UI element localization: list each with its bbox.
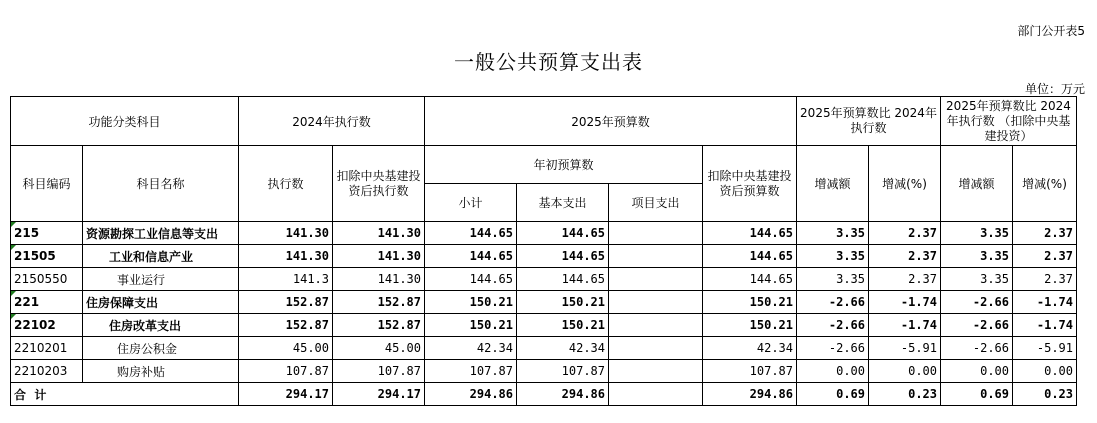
total-exec: 294.17 [239, 383, 333, 406]
header-name: 科目名称 [83, 146, 239, 222]
table-row [11, 268, 1077, 291]
header-change-amt: 增减额 [797, 146, 869, 222]
table-row [11, 291, 1077, 314]
row-subtotal: 144.65 [425, 222, 517, 245]
header-initial-budget: 年初预算数 [425, 146, 703, 184]
header-func-class: 功能分类科目 [11, 97, 239, 146]
row-code-text: 2210203 [14, 364, 68, 378]
row-pct: 2.37 [869, 268, 941, 291]
row-chg: 3.35 [797, 268, 869, 291]
table-row [11, 360, 1077, 383]
row-name: 资源勘探工业信息等支出 [83, 222, 239, 245]
form-number: 部门公开表5 [1017, 24, 1085, 38]
table-row [11, 337, 1077, 360]
row-name: 事业运行 [83, 268, 239, 291]
row-exec: 152.87 [239, 314, 333, 337]
row-subtotal: 42.34 [425, 337, 517, 360]
row-code-text: 221 [14, 295, 40, 309]
row-budget-ex: 150.21 [703, 291, 797, 314]
row-pct2: -5.91 [1013, 337, 1077, 360]
row-subtotal: 107.87 [425, 360, 517, 383]
row-code [11, 314, 83, 337]
row-basic: 107.87 [517, 360, 609, 383]
row-pct: 2.37 [869, 222, 941, 245]
row-chg2: 0.00 [941, 360, 1013, 383]
total-exec-ex: 294.17 [333, 383, 425, 406]
total-subtotal: 294.86 [425, 383, 517, 406]
row-exec-ex: 45.00 [333, 337, 425, 360]
total-basic: 294.86 [517, 383, 609, 406]
row-subtotal: 150.21 [425, 291, 517, 314]
table-row [11, 245, 1077, 268]
row-basic: 144.65 [517, 268, 609, 291]
row-project [609, 245, 703, 268]
row-budget-ex: 42.34 [703, 337, 797, 360]
total-chg2: 0.69 [941, 383, 1013, 406]
row-name: 住房公积金 [83, 337, 239, 360]
row-chg2: -2.66 [941, 291, 1013, 314]
row-name: 购房补贴 [83, 360, 239, 383]
row-pct2: 2.37 [1013, 222, 1077, 245]
row-code [11, 222, 83, 245]
row-project [609, 291, 703, 314]
total-budget-ex: 294.86 [703, 383, 797, 406]
row-exec-ex: 152.87 [333, 314, 425, 337]
header-budget-ex: 扣除中央基建投资后预算数 [703, 146, 797, 222]
row-basic: 150.21 [517, 291, 609, 314]
row-code [11, 337, 83, 360]
row-pct: -5.91 [869, 337, 941, 360]
row-basic: 150.21 [517, 314, 609, 337]
cell-mark-icon [11, 291, 16, 296]
row-exec: 107.87 [239, 360, 333, 383]
row-project [609, 268, 703, 291]
row-code [11, 360, 83, 383]
row-code [11, 291, 83, 314]
table-row [11, 222, 1077, 245]
row-budget-ex: 144.65 [703, 245, 797, 268]
row-pct2: 2.37 [1013, 245, 1077, 268]
row-code [11, 245, 83, 268]
row-exec-ex: 152.87 [333, 291, 425, 314]
row-pct2: -1.74 [1013, 291, 1077, 314]
row-name: 住房保障支出 [83, 291, 239, 314]
row-chg: -2.66 [797, 291, 869, 314]
header-exec: 执行数 [239, 146, 333, 222]
header-subtotal: 小计 [425, 184, 517, 222]
row-subtotal: 144.65 [425, 268, 517, 291]
row-budget-ex: 150.21 [703, 314, 797, 337]
page-title: 一般公共预算支出表 [454, 50, 643, 74]
row-basic: 144.65 [517, 222, 609, 245]
unit-label: 单位：万元 [1024, 82, 1085, 96]
table-row [11, 314, 1077, 337]
total-label: 合 计 [11, 383, 239, 406]
header-cmp-2024-ex: 2025年预算数比 2024年执行数 （扣除中央基建投资） [941, 97, 1077, 146]
row-exec-ex: 141.30 [333, 245, 425, 268]
row-chg: 0.00 [797, 360, 869, 383]
row-exec: 45.00 [239, 337, 333, 360]
cell-mark-icon [11, 222, 16, 227]
header-code: 科目编码 [11, 146, 83, 222]
row-exec-ex: 107.87 [333, 360, 425, 383]
row-name: 工业和信息产业 [83, 245, 239, 268]
row-chg2: 3.35 [941, 245, 1013, 268]
header-change-amt-ex: 增减额 [941, 146, 1013, 222]
header-cmp-2024: 2025年预算数比 2024年执行数 [797, 97, 941, 146]
row-project [609, 314, 703, 337]
total-pct: 0.23 [869, 383, 941, 406]
row-project [609, 337, 703, 360]
row-chg2: 3.35 [941, 222, 1013, 245]
row-code [11, 268, 83, 291]
row-chg2: -2.66 [941, 314, 1013, 337]
row-subtotal: 150.21 [425, 314, 517, 337]
row-chg2: 3.35 [941, 268, 1013, 291]
row-pct2: 0.00 [1013, 360, 1077, 383]
row-exec: 141.30 [239, 245, 333, 268]
row-budget-ex: 144.65 [703, 222, 797, 245]
row-code-text: 2210201 [14, 341, 68, 355]
row-chg2: -2.66 [941, 337, 1013, 360]
row-pct2: -1.74 [1013, 314, 1077, 337]
row-chg: -2.66 [797, 314, 869, 337]
row-subtotal: 144.65 [425, 245, 517, 268]
row-pct: -1.74 [869, 291, 941, 314]
row-basic: 42.34 [517, 337, 609, 360]
total-row [11, 383, 1077, 406]
header-change-pct: 增减(%) [869, 146, 941, 222]
row-project [609, 222, 703, 245]
cell-mark-icon [11, 245, 16, 250]
row-chg: -2.66 [797, 337, 869, 360]
row-chg: 3.35 [797, 222, 869, 245]
row-exec: 141.3 [239, 268, 333, 291]
row-pct: 0.00 [869, 360, 941, 383]
row-exec-ex: 141.30 [333, 268, 425, 291]
row-code-text: 2150550 [14, 272, 68, 286]
row-code-text: 21505 [14, 249, 56, 263]
total-pct2: 0.23 [1013, 383, 1077, 406]
total-chg: 0.69 [797, 383, 869, 406]
header-basic: 基本支出 [517, 184, 609, 222]
row-name: 住房改革支出 [83, 314, 239, 337]
row-project [609, 360, 703, 383]
row-basic: 144.65 [517, 245, 609, 268]
budget-table [10, 96, 1077, 406]
row-chg: 3.35 [797, 245, 869, 268]
header-change-pct-ex: 增减(%) [1013, 146, 1077, 222]
total-project [609, 383, 703, 406]
header-budget-2025: 2025年预算数 [425, 97, 797, 146]
row-pct: -1.74 [869, 314, 941, 337]
row-code-text: 215 [14, 226, 40, 240]
row-budget-ex: 144.65 [703, 268, 797, 291]
row-exec: 152.87 [239, 291, 333, 314]
row-pct2: 2.37 [1013, 268, 1077, 291]
row-pct: 2.37 [869, 245, 941, 268]
cell-mark-icon [11, 314, 16, 319]
header-project: 项目支出 [609, 184, 703, 222]
header-exec-2024: 2024年执行数 [239, 97, 425, 146]
row-budget-ex: 107.87 [703, 360, 797, 383]
header-exec-ex: 扣除中央基建投资后执行数 [333, 146, 425, 222]
row-exec-ex: 141.30 [333, 222, 425, 245]
row-exec: 141.30 [239, 222, 333, 245]
row-code-text: 22102 [14, 318, 56, 332]
